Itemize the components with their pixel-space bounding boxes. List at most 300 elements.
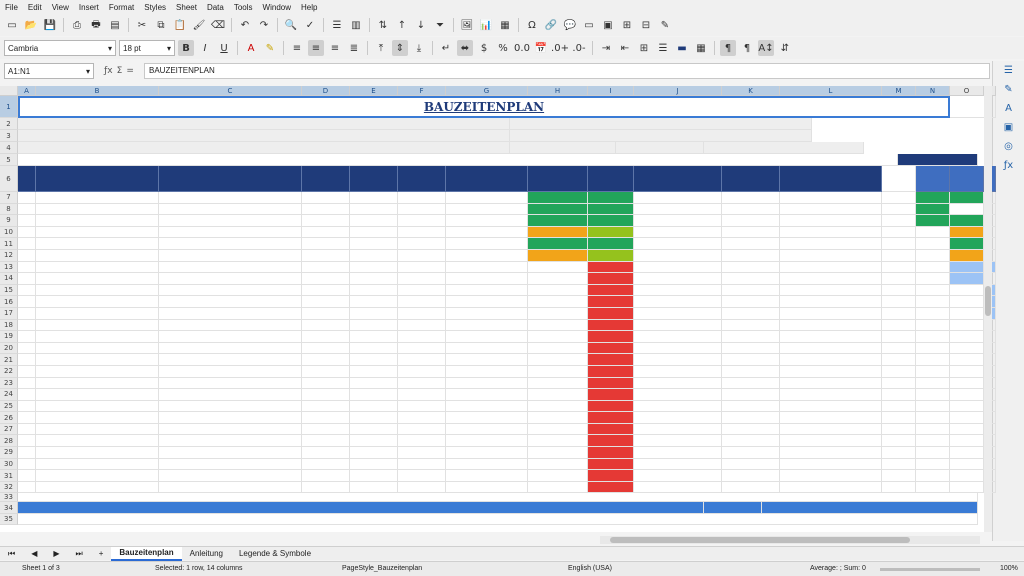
task-nr[interactable] — [18, 227, 36, 239]
task-note[interactable] — [780, 250, 882, 262]
gantt-bar[interactable] — [950, 412, 984, 424]
headers-footers-icon[interactable]: ▭ — [584, 19, 594, 31]
task-start[interactable] — [302, 412, 350, 424]
task-phase[interactable] — [36, 262, 159, 274]
task-dependencies[interactable] — [634, 250, 722, 262]
tab-legende-symbole[interactable]: Legende & Symbole — [238, 549, 312, 558]
progress-cell[interactable] — [588, 192, 634, 204]
task-nr[interactable] — [18, 320, 36, 332]
total-label[interactable] — [18, 502, 704, 514]
task-duration[interactable] — [398, 343, 446, 355]
gantt-bar[interactable] — [950, 215, 984, 227]
task-duration[interactable] — [398, 470, 446, 482]
task-end[interactable] — [350, 447, 398, 459]
task-note[interactable] — [780, 401, 882, 413]
gantt-bar[interactable] — [950, 343, 984, 355]
task-dependencies[interactable] — [634, 354, 722, 366]
info-value-bauherr[interactable] — [510, 130, 812, 142]
styles-icon[interactable]: A — [1005, 103, 1012, 114]
gantt-bar[interactable] — [916, 401, 950, 413]
status-badge[interactable] — [528, 378, 588, 390]
row-header[interactable]: 7 — [0, 192, 18, 204]
task-description[interactable] — [159, 227, 302, 239]
sort-icon[interactable]: ⇅ — [378, 19, 388, 31]
task-end[interactable] — [350, 262, 398, 274]
task-duration[interactable] — [398, 238, 446, 250]
add-sheet-icon[interactable]: + — [98, 549, 104, 558]
cell[interactable] — [882, 447, 916, 459]
task-end[interactable] — [350, 459, 398, 471]
clone-format-icon[interactable]: 🖌 — [192, 19, 206, 31]
progress-cell[interactable] — [588, 378, 634, 390]
task-cost[interactable] — [722, 435, 780, 447]
task-description[interactable] — [159, 435, 302, 447]
pivot-table-icon[interactable]: ▦ — [500, 19, 510, 31]
task-dependencies[interactable] — [634, 412, 722, 424]
row-header[interactable]: 21 — [0, 354, 18, 366]
percent-format-icon[interactable]: % — [498, 42, 508, 54]
task-responsible[interactable] — [446, 354, 528, 366]
row-header[interactable]: 25 — [0, 401, 18, 413]
progress-cell[interactable] — [588, 215, 634, 227]
stand-value[interactable] — [704, 142, 864, 154]
task-nr[interactable] — [18, 308, 36, 320]
find-replace-icon[interactable]: 🔍 — [284, 19, 298, 31]
menu-format[interactable]: Format — [108, 2, 135, 12]
task-start[interactable] — [302, 366, 350, 378]
status-badge[interactable] — [528, 354, 588, 366]
column-header-h[interactable]: H — [528, 86, 588, 96]
task-responsible[interactable] — [446, 435, 528, 447]
gantt-bar[interactable] — [950, 470, 984, 482]
task-responsible[interactable] — [446, 424, 528, 436]
task-note[interactable] — [780, 343, 882, 355]
task-nr[interactable] — [18, 296, 36, 308]
wrap-text-icon[interactable]: ↵ — [441, 42, 451, 54]
task-description[interactable] — [159, 296, 302, 308]
row-header[interactable]: 31 — [0, 470, 18, 482]
justify-icon[interactable]: ≣ — [349, 42, 359, 54]
menu-file[interactable]: File — [5, 2, 18, 12]
gantt-bar[interactable] — [950, 435, 984, 447]
task-end[interactable] — [350, 354, 398, 366]
task-dependencies[interactable] — [634, 296, 722, 308]
task-end[interactable] — [350, 378, 398, 390]
gantt-bar[interactable] — [916, 354, 950, 366]
row-header[interactable]: 6 — [0, 166, 18, 192]
task-description[interactable] — [159, 215, 302, 227]
row-header[interactable]: 4 — [0, 142, 18, 154]
gantt-bar[interactable] — [916, 343, 950, 355]
task-note[interactable] — [780, 378, 882, 390]
task-dependencies[interactable] — [634, 331, 722, 343]
task-end[interactable] — [350, 227, 398, 239]
status-badge[interactable] — [528, 273, 588, 285]
info-value-leiter[interactable] — [510, 142, 616, 154]
task-description[interactable] — [159, 238, 302, 250]
status-badge[interactable] — [528, 204, 588, 216]
gantt-bar[interactable] — [950, 331, 984, 343]
row-header[interactable]: 18 — [0, 320, 18, 332]
gantt-bar[interactable] — [916, 389, 950, 401]
task-end[interactable] — [350, 320, 398, 332]
task-responsible[interactable] — [446, 238, 528, 250]
vertical-scroll-thumb[interactable] — [985, 286, 991, 316]
cell[interactable] — [882, 262, 916, 274]
currency-format-icon[interactable]: $ — [480, 42, 488, 54]
task-responsible[interactable] — [446, 320, 528, 332]
row-header[interactable]: 20 — [0, 343, 18, 355]
cell[interactable] — [882, 412, 916, 424]
task-duration[interactable] — [398, 320, 446, 332]
cut-icon[interactable]: ✂ — [137, 19, 147, 31]
status-badge[interactable] — [528, 238, 588, 250]
task-duration[interactable] — [398, 308, 446, 320]
task-dependencies[interactable] — [634, 273, 722, 285]
task-duration[interactable] — [398, 262, 446, 274]
menu-styles[interactable]: Styles — [144, 2, 167, 12]
task-phase[interactable] — [36, 401, 159, 413]
status-badge[interactable] — [528, 308, 588, 320]
row-header[interactable]: 16 — [0, 296, 18, 308]
align-bottom-icon[interactable]: ⤓ — [416, 42, 422, 54]
task-responsible[interactable] — [446, 285, 528, 297]
task-dependencies[interactable] — [634, 285, 722, 297]
split-window-icon[interactable]: ⊟ — [641, 19, 651, 31]
task-duration[interactable] — [398, 412, 446, 424]
task-note[interactable] — [780, 227, 882, 239]
font-name-box[interactable] — [4, 40, 116, 56]
task-duration[interactable] — [398, 354, 446, 366]
task-phase[interactable] — [36, 470, 159, 482]
cell[interactable] — [882, 378, 916, 390]
task-responsible[interactable] — [446, 412, 528, 424]
status-badge[interactable] — [528, 366, 588, 378]
task-dependencies[interactable] — [634, 435, 722, 447]
task-nr[interactable] — [18, 354, 36, 366]
task-dependencies[interactable] — [634, 204, 722, 216]
menu-window[interactable]: Window — [262, 2, 291, 12]
status-badge[interactable] — [528, 296, 588, 308]
row-header[interactable]: 33 — [0, 493, 18, 502]
gantt-bar[interactable] — [950, 354, 984, 366]
sidebar-menu-icon[interactable]: ☰ — [1004, 65, 1013, 76]
menu-tools[interactable]: Tools — [233, 2, 253, 12]
task-start[interactable] — [302, 250, 350, 262]
column-header-j[interactable]: J — [634, 86, 722, 96]
gantt-bar[interactable] — [916, 262, 950, 274]
task-responsible[interactable] — [446, 482, 528, 494]
task-cost[interactable] — [722, 273, 780, 285]
row-header[interactable]: 19 — [0, 331, 18, 343]
task-nr[interactable] — [18, 424, 36, 436]
task-end[interactable] — [350, 204, 398, 216]
gantt-bar[interactable] — [950, 459, 984, 471]
task-nr[interactable] — [18, 250, 36, 262]
task-start[interactable] — [302, 354, 350, 366]
menu-data[interactable]: Data — [206, 2, 224, 12]
task-start[interactable] — [302, 331, 350, 343]
gantt-bar[interactable] — [916, 424, 950, 436]
print-preview-icon[interactable]: ▤ — [110, 19, 120, 31]
progress-cell[interactable] — [588, 412, 634, 424]
task-nr[interactable] — [18, 192, 36, 204]
progress-cell[interactable] — [588, 285, 634, 297]
task-cost[interactable] — [722, 285, 780, 297]
gantt-bar[interactable] — [950, 482, 984, 494]
task-description[interactable] — [159, 401, 302, 413]
row-header[interactable]: 28 — [0, 435, 18, 447]
cell[interactable] — [882, 343, 916, 355]
clear-format-icon[interactable]: ⌫ — [210, 19, 226, 31]
task-note[interactable] — [780, 389, 882, 401]
tab-nav-first-icon[interactable]: ⏮ — [8, 548, 16, 558]
open-icon[interactable]: 📂 — [24, 19, 38, 31]
task-description[interactable] — [159, 308, 302, 320]
sheet-title[interactable]: BAUZEITENPLAN — [18, 96, 950, 118]
add-decimal-icon[interactable]: .0+ — [551, 42, 569, 54]
task-dependencies[interactable] — [634, 366, 722, 378]
task-nr[interactable] — [18, 459, 36, 471]
column-header-b[interactable]: B — [36, 86, 159, 96]
task-description[interactable] — [159, 250, 302, 262]
gantt-bar[interactable] — [950, 192, 984, 204]
task-duration[interactable] — [398, 204, 446, 216]
task-responsible[interactable] — [446, 389, 528, 401]
task-description[interactable] — [159, 424, 302, 436]
column-header-e[interactable]: E — [350, 86, 398, 96]
task-responsible[interactable] — [446, 296, 528, 308]
row-header[interactable]: 9 — [0, 215, 18, 227]
gantt-bar[interactable] — [916, 273, 950, 285]
task-dependencies[interactable] — [634, 227, 722, 239]
gantt-bar[interactable] — [916, 296, 950, 308]
column-header-k[interactable]: K — [722, 86, 780, 96]
redo-icon[interactable]: ↷ — [259, 19, 269, 31]
task-cost[interactable] — [722, 238, 780, 250]
vertical-scrollbar[interactable] — [984, 86, 992, 532]
task-responsible[interactable] — [446, 459, 528, 471]
row-header[interactable]: 34 — [0, 502, 18, 514]
info-label-leiter[interactable] — [18, 142, 510, 154]
gantt-bar[interactable] — [916, 331, 950, 343]
cell[interactable] — [882, 204, 916, 216]
task-end[interactable] — [350, 343, 398, 355]
task-duration[interactable] — [398, 459, 446, 471]
status-badge[interactable] — [528, 447, 588, 459]
task-phase[interactable] — [36, 285, 159, 297]
cell[interactable] — [882, 192, 916, 204]
progress-cell[interactable] — [588, 320, 634, 332]
vertical-text-icon[interactable]: A↕ — [758, 40, 774, 56]
task-end[interactable] — [350, 366, 398, 378]
task-note[interactable] — [780, 331, 882, 343]
task-nr[interactable] — [18, 482, 36, 494]
status-badge[interactable] — [528, 262, 588, 274]
task-note[interactable] — [780, 447, 882, 459]
task-nr[interactable] — [18, 343, 36, 355]
task-nr[interactable] — [18, 262, 36, 274]
task-start[interactable] — [302, 192, 350, 204]
cell[interactable] — [882, 227, 916, 239]
task-cost[interactable] — [722, 389, 780, 401]
task-note[interactable] — [780, 262, 882, 274]
task-cost[interactable] — [722, 482, 780, 494]
gantt-bar[interactable] — [950, 366, 984, 378]
task-nr[interactable] — [18, 285, 36, 297]
row-header[interactable]: 26 — [0, 412, 18, 424]
task-start[interactable] — [302, 296, 350, 308]
task-phase[interactable] — [36, 482, 159, 494]
insert-image-icon[interactable]: 🖼 — [460, 19, 474, 31]
task-cost[interactable] — [722, 192, 780, 204]
text-direction-rtl-icon[interactable]: ¶ — [743, 42, 751, 54]
task-phase[interactable] — [36, 354, 159, 366]
task-dependencies[interactable] — [634, 262, 722, 274]
task-phase[interactable] — [36, 320, 159, 332]
status-badge[interactable] — [528, 470, 588, 482]
status-badge[interactable] — [528, 482, 588, 494]
row-header[interactable]: 1 — [0, 96, 18, 118]
conditional-format-icon[interactable]: ▦ — [696, 42, 706, 54]
task-end[interactable] — [350, 273, 398, 285]
menu-edit[interactable]: Edit — [27, 2, 42, 12]
task-note[interactable] — [780, 470, 882, 482]
task-end[interactable] — [350, 412, 398, 424]
cell[interactable] — [18, 154, 898, 166]
task-duration[interactable] — [398, 435, 446, 447]
task-responsible[interactable] — [446, 250, 528, 262]
task-responsible[interactable] — [446, 204, 528, 216]
column-header-n[interactable]: N — [916, 86, 950, 96]
gantt-bar[interactable] — [916, 366, 950, 378]
functions-icon[interactable]: ƒx — [1003, 160, 1014, 171]
align-right-icon[interactable]: ≡ — [330, 42, 340, 54]
task-nr[interactable] — [18, 366, 36, 378]
cell[interactable] — [882, 366, 916, 378]
task-note[interactable] — [780, 308, 882, 320]
total-band[interactable] — [762, 502, 978, 514]
task-start[interactable] — [302, 424, 350, 436]
cell[interactable] — [882, 308, 916, 320]
tab-nav-prev-icon[interactable]: ◀ — [31, 549, 38, 558]
task-description[interactable] — [159, 354, 302, 366]
task-nr[interactable] — [18, 331, 36, 343]
task-description[interactable] — [159, 447, 302, 459]
task-start[interactable] — [302, 378, 350, 390]
info-value-projekt[interactable] — [510, 118, 812, 130]
task-start[interactable] — [302, 308, 350, 320]
select-all-corner[interactable] — [0, 86, 18, 96]
tab-bauzeitenplan[interactable]: Bauzeitenplan — [111, 547, 181, 561]
task-description[interactable] — [159, 470, 302, 482]
task-phase[interactable] — [36, 296, 159, 308]
paste-icon[interactable]: 📋 — [173, 19, 187, 31]
progress-cell[interactable] — [588, 366, 634, 378]
column-header-c[interactable]: C — [159, 86, 302, 96]
cell[interactable] — [882, 273, 916, 285]
task-responsible[interactable] — [446, 215, 528, 227]
spreadsheet-grid[interactable] — [0, 86, 984, 532]
column-header-i[interactable]: I — [588, 86, 634, 96]
task-responsible[interactable] — [446, 273, 528, 285]
task-end[interactable] — [350, 250, 398, 262]
zoom-level[interactable]: 100% — [1000, 565, 1018, 572]
status-badge[interactable] — [528, 412, 588, 424]
gantt-bar[interactable] — [916, 378, 950, 390]
task-responsible[interactable] — [446, 262, 528, 274]
task-cost[interactable] — [722, 227, 780, 239]
task-dependencies[interactable] — [634, 192, 722, 204]
task-dependencies[interactable] — [634, 308, 722, 320]
cell[interactable] — [882, 482, 916, 494]
gantt-bar[interactable] — [950, 250, 984, 262]
status-badge[interactable] — [528, 389, 588, 401]
gallery-icon[interactable]: ▣ — [1003, 122, 1014, 133]
task-start[interactable] — [302, 215, 350, 227]
row-header[interactable]: 29 — [0, 447, 18, 459]
info-label-projekt[interactable] — [18, 118, 510, 130]
row-header[interactable]: 15 — [0, 285, 18, 297]
task-cost[interactable] — [722, 459, 780, 471]
row-header[interactable]: 8 — [0, 204, 18, 216]
task-duration[interactable] — [398, 215, 446, 227]
task-cost[interactable] — [722, 424, 780, 436]
progress-cell[interactable] — [588, 424, 634, 436]
cell[interactable] — [882, 250, 916, 262]
cell[interactable] — [882, 435, 916, 447]
save-icon[interactable]: 💾 — [43, 19, 57, 31]
task-start[interactable] — [302, 482, 350, 494]
task-responsible[interactable] — [446, 331, 528, 343]
task-end[interactable] — [350, 482, 398, 494]
task-dependencies[interactable] — [634, 470, 722, 482]
gantt-bar[interactable] — [950, 447, 984, 459]
progress-cell[interactable] — [588, 435, 634, 447]
task-note[interactable] — [780, 238, 882, 250]
row-header[interactable]: 22 — [0, 366, 18, 378]
task-start[interactable] — [302, 285, 350, 297]
task-note[interactable] — [780, 320, 882, 332]
gantt-bar[interactable] — [916, 482, 950, 494]
task-description[interactable] — [159, 273, 302, 285]
bold-icon[interactable]: B — [178, 40, 194, 56]
autofilter-icon[interactable]: ⏷ — [436, 19, 444, 31]
gantt-bar[interactable] — [916, 238, 950, 250]
progress-cell[interactable] — [588, 482, 634, 494]
task-note[interactable] — [780, 459, 882, 471]
gantt-bar[interactable] — [950, 378, 984, 390]
gantt-bar[interactable] — [950, 262, 984, 274]
progress-cell[interactable] — [588, 447, 634, 459]
task-cost[interactable] — [722, 308, 780, 320]
task-phase[interactable] — [36, 412, 159, 424]
decrease-indent-icon[interactable]: ⇤ — [620, 42, 630, 54]
font-color-icon[interactable]: A — [247, 42, 255, 54]
formula-icon[interactable]: = — [126, 66, 134, 76]
task-dependencies[interactable] — [634, 215, 722, 227]
progress-cell[interactable] — [588, 250, 634, 262]
row-header[interactable]: 3 — [0, 130, 18, 142]
menu-view[interactable]: View — [51, 2, 69, 12]
gantt-bar[interactable] — [916, 227, 950, 239]
task-end[interactable] — [350, 435, 398, 447]
row-header[interactable]: 17 — [0, 308, 18, 320]
task-cost[interactable] — [722, 204, 780, 216]
task-cost[interactable] — [722, 366, 780, 378]
task-description[interactable] — [159, 412, 302, 424]
task-description[interactable] — [159, 389, 302, 401]
